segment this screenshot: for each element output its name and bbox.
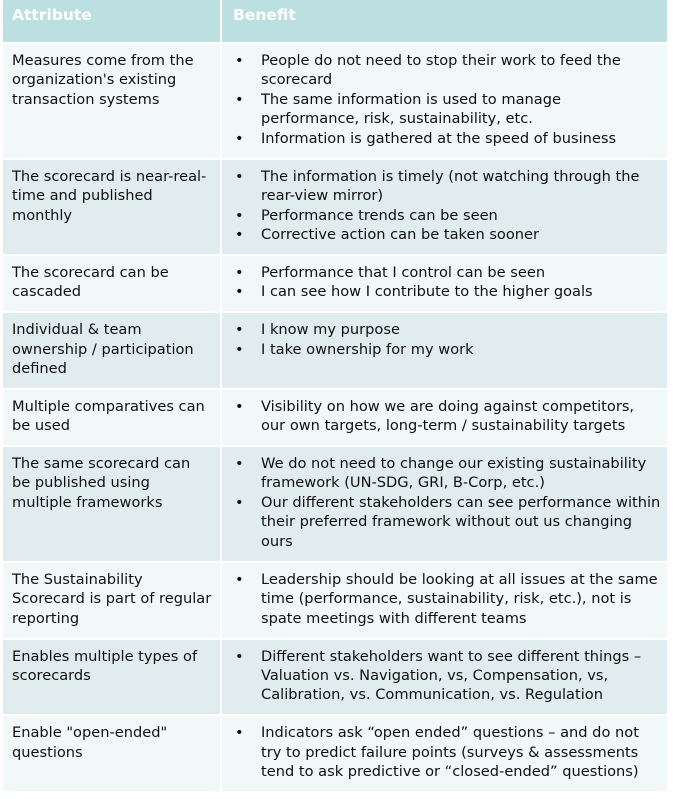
bullet-icon: •: [235, 52, 244, 69]
benefit-text: I can see how I contribute to the higher goals: [261, 283, 593, 301]
benefit-text: Visibility on how we are doing against competitors, our own targets, long-term / sustainability targets: [261, 397, 635, 435]
benefit-list: [230, 167, 661, 245]
benefit-text: The same information is used to manage performance, risk, sustainability, etc.: [261, 90, 561, 128]
cell-attribute: Individual & team ownership / participation defined: [3, 312, 221, 389]
cell-benefit: [221, 446, 667, 562]
benefit-text: I know my purpose: [261, 321, 400, 339]
cell-attribute: The same scorecard can be published using multiple frameworks: [3, 446, 221, 562]
table-row: [3, 255, 667, 312]
benefit-text: People do not need to stop their work to feed the scorecard: [261, 52, 621, 89]
benefit-list-item: [230, 263, 661, 282]
table-row: [3, 446, 667, 562]
benefit-list: [230, 723, 661, 781]
benefit-list: [230, 397, 661, 436]
table-row: [3, 715, 667, 792]
bullet-icon: •: [235, 647, 244, 665]
benefit-text: Our different stakeholders can see performance within their preferred framework without out us changing ours: [261, 493, 661, 550]
column-header-attribute: Attribute: [3, 0, 221, 43]
benefit-text: Corrective action can be taken sooner: [261, 225, 540, 243]
cell-benefit: [221, 639, 667, 716]
cell-benefit: [221, 159, 667, 255]
bullet-icon: •: [235, 90, 244, 108]
benefit-text: I take ownership for my work: [261, 340, 474, 358]
cell-benefit: [221, 715, 667, 792]
benefit-list: [230, 320, 661, 359]
table-bottom-spacer-cell: [221, 792, 667, 793]
cell-attribute: Multiple comparatives can be used: [3, 389, 221, 446]
bullet-icon: •: [235, 225, 244, 243]
bullet-icon: •: [235, 397, 244, 415]
cell-benefit: [221, 255, 667, 312]
column-header-benefit: Benefit: [221, 0, 667, 43]
table-row: [3, 639, 667, 716]
bullet-icon: •: [235, 167, 244, 185]
benefit-text: Performance that I control can be seen: [261, 264, 546, 281]
benefit-text: Different stakeholders want to see different things – Valuation vs. Navigation, vs, Compensation, vs, Calibration, vs. Communication, vs. Regulation: [261, 647, 642, 704]
bullet-icon: •: [235, 455, 244, 473]
cell-attribute: The scorecard is near-real-time and published monthly: [3, 159, 221, 255]
bullet-icon: •: [235, 283, 244, 301]
benefit-list-item: [230, 493, 661, 551]
cell-benefit: [221, 312, 667, 389]
benefit-list-item: [230, 129, 661, 148]
table-header: [3, 0, 667, 43]
bullet-icon: •: [235, 321, 244, 339]
cell-attribute: Enables multiple types of scorecards: [3, 639, 221, 716]
benefit-list: [230, 647, 661, 705]
cell-attribute: Measures come from the organization's existing transaction systems: [3, 43, 221, 159]
table-header-row: [3, 0, 667, 43]
cell-attribute: Enable "open-ended" questions: [3, 715, 221, 792]
benefit-list-item: [230, 206, 661, 225]
cell-benefit: [221, 389, 667, 446]
benefit-list-item: [230, 51, 661, 90]
table-row: [3, 43, 667, 159]
cell-attribute: The scorecard can be cascaded: [3, 255, 221, 312]
table-row: [3, 389, 667, 446]
cell-attribute: The Sustainability Scorecard is part of regular reporting: [3, 562, 221, 639]
benefit-list-item: [230, 282, 661, 301]
bullet-icon: •: [235, 724, 244, 742]
bullet-icon: •: [235, 206, 244, 224]
table-row: [3, 312, 667, 389]
benefit-list-item: [230, 167, 661, 206]
table-body: [3, 43, 667, 793]
cell-benefit: [221, 43, 667, 159]
bullet-icon: •: [235, 340, 244, 358]
benefit-list-item: [230, 647, 661, 705]
bullet-icon: •: [235, 570, 244, 588]
cell-benefit: [221, 562, 667, 639]
benefit-list: [230, 454, 661, 551]
table-row: [3, 159, 667, 255]
benefit-list-item: [230, 570, 661, 628]
benefit-list-item: [230, 340, 661, 359]
bullet-icon: •: [235, 264, 244, 281]
benefit-text: We do not need to change our existing sustainability framework (UN-SDG, GRI, B-Corp, etc.): [261, 455, 647, 492]
table-bottom-spacer-cell: [3, 792, 221, 793]
benefit-text: Performance trends can be seen: [261, 206, 498, 224]
attribute-benefit-table: [3, 0, 667, 793]
benefit-list-item: [230, 320, 661, 339]
benefit-list-item: [230, 397, 661, 436]
bullet-icon: •: [235, 493, 244, 511]
benefit-list-item: [230, 454, 661, 493]
benefit-list-item: [230, 90, 661, 129]
benefit-list: [230, 570, 661, 628]
table-bottom-spacer: [3, 792, 667, 793]
benefit-list-item: [230, 225, 661, 244]
benefit-text: Leadership should be looking at all issues at the same time (performance, sustainability, risk, etc.), not is spate meetings with different teams: [261, 570, 658, 627]
benefit-text: Information is gathered at the speed of business: [261, 129, 617, 147]
benefit-text: Indicators ask “open ended” questions – and do not try to predict failure points (surveys & assessments tend to ask predictive or “closed-ended” questions): [261, 724, 639, 781]
bullet-icon: •: [235, 129, 244, 147]
benefit-text: The information is timely (not watching through the rear-view mirror): [261, 167, 640, 205]
benefit-list-item: [230, 723, 661, 781]
table-row: [3, 562, 667, 639]
benefit-list: [230, 51, 661, 148]
benefit-list: [230, 263, 661, 302]
